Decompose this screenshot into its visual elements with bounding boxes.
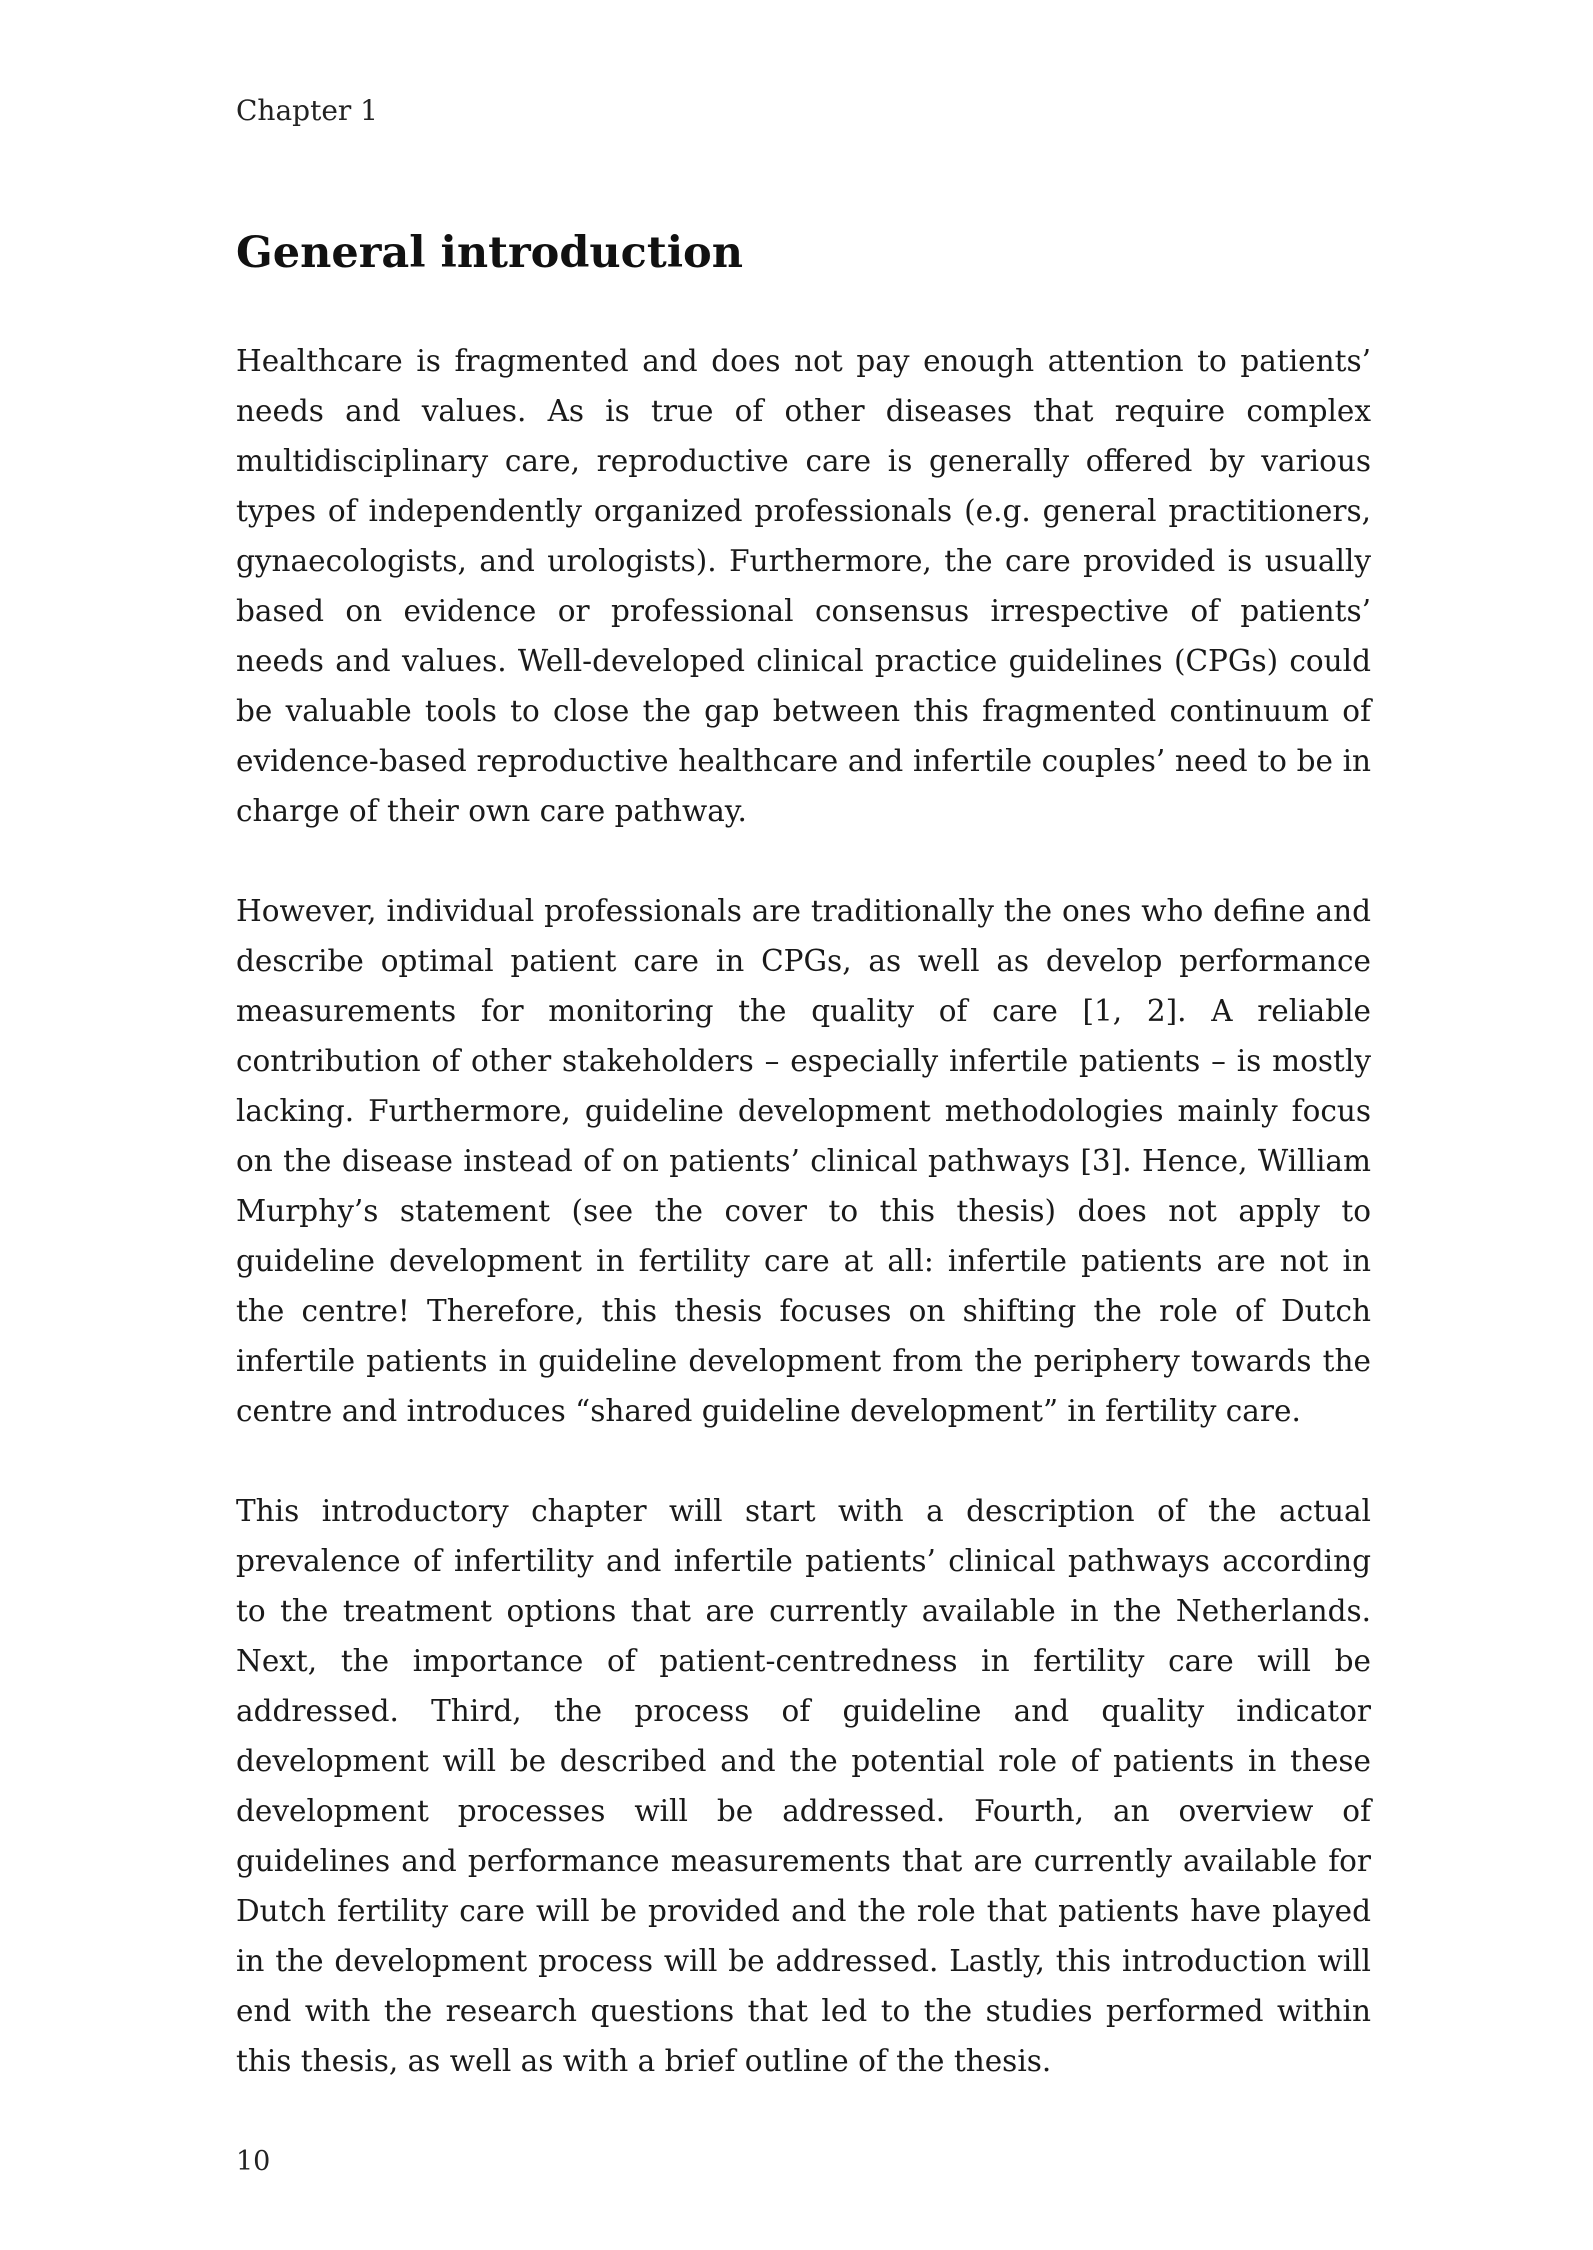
paragraph-guideline-development: However, individual professionals are traditionally the ones who define and describe optimal patient care in CPGs, as well as develop performance measurements for monitoring the quality of care [1, 2]. A reliable contribution of other stakeholders – especially infertile patients – is mostly lacking. Furthermore, guideline development methodologies mainly focus on the disease instead of on patients’ clinical pathways [3]. Hence, William Murphy’s statement (see the cover to this thesis) does not apply to guideline development in fertility care at all: infertile patients are not in the centre! Therefore, this thesis focuses on shifting the role of Dutch infertile patients in guideline development from the periphery towards the centre and introduces “shared guideline development” in fertility care. [236,894,1371,1428]
page-number: 10 [236,2146,271,2177]
paragraph-chapter-overview: This introductory chapter will start with a description of the actual prevalence of infertility and infertile patients’ clinical pathways according to the treatment options that are currently available in the Netherlands. Next, the importance of patient-centredness in fertility care will be addressed. Third, the process of guideline and quality indicator development will be described and the potential role of patients in these development processes will be addressed. Fourth, an overview of guidelines and performance measurements that are currently available for Dutch fertility care will be provided and the role that patients have played in the development process will be addressed. Lastly, this introduction will end with the research questions that led to the studies performed within this thesis, as well as with a brief outline of the thesis. [236,1494,1371,2078]
body-text [236,336,1371,2136]
paragraph-intro: Healthcare is fragmented and does not pay enough attention to patients’ needs and values. As is true of other diseases that require complex multidisciplinary care, reproductive care is generally offered by various types of independently organized professionals (e.g. general practitioners, gynaecologists, and urologists). Furthermore, the care provided is usually based on evidence or professional consensus irrespective of patients’ needs and values. Well-developed clinical practice guidelines (CPGs) could be valuable tools to close the gap between this fragmented continuum of evidence-based reproductive healthcare and infertile couples’ need to be in charge of their own care pathway. [236,344,1371,828]
running-header: Chapter 1 [236,94,378,127]
chapter-title: General introduction [236,228,743,278]
